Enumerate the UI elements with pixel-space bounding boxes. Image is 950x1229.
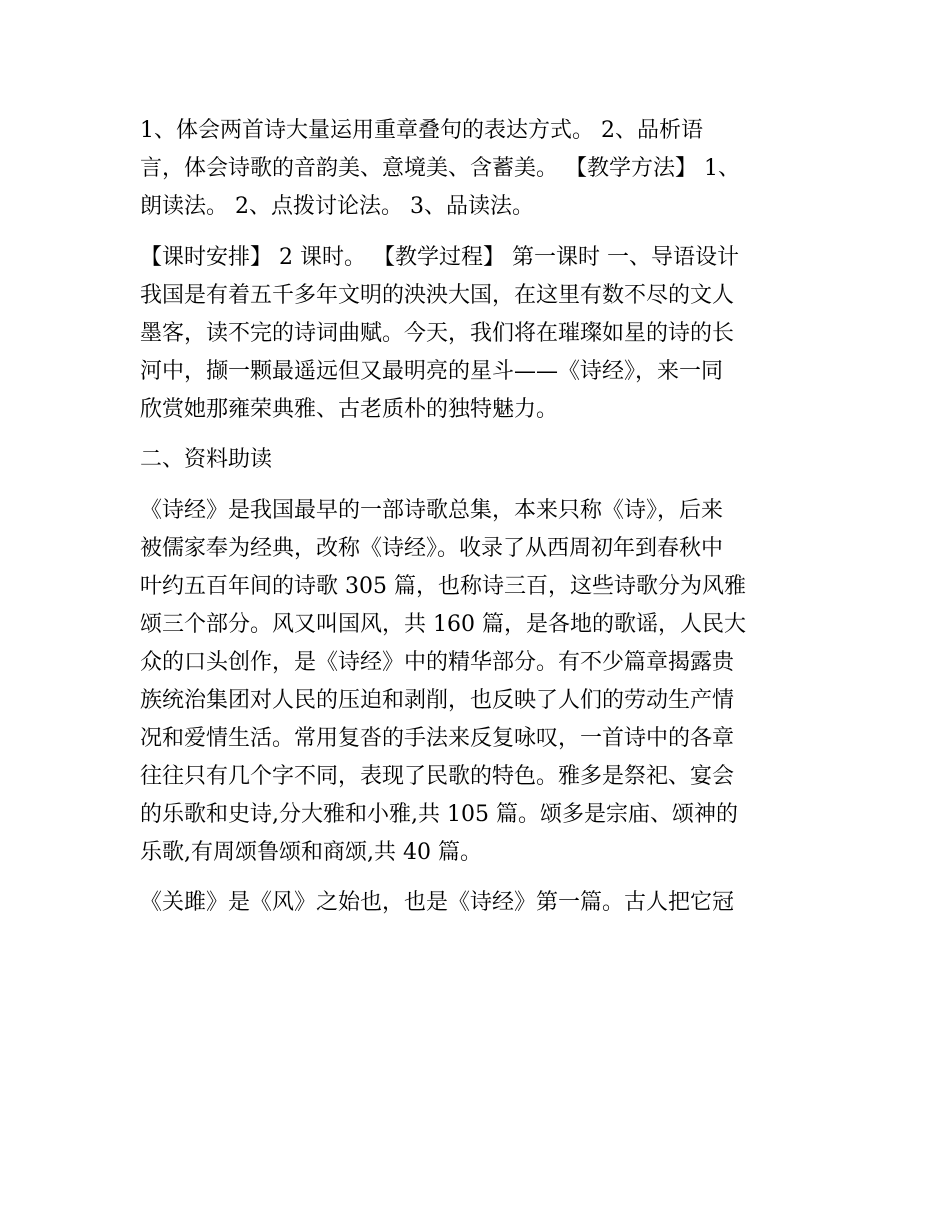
text-line: 二、资料助读 [140, 447, 273, 472]
paragraph-shijing-background [140, 492, 820, 872]
text-line: 《诗经》是我国最早的一部诗歌总集，本来只称《诗》，后来 [140, 497, 724, 523]
text-line: 众的口头创作，是《诗经》中的精华部分。有不少篇章揭露贵 [140, 649, 735, 675]
text-line: 1、体会两首诗大量运用重章叠句的表达方式。 2、品析语 [140, 118, 703, 143]
text-line: 颂三个部分。风又叫国风，共 160 篇，是各地的歌谣，人民大 [140, 611, 746, 637]
text-line: 欣赏她那雍荣典雅、古老质朴的独特魅力。 [140, 396, 559, 422]
text-line: 的乐歌和史诗,分大雅和小雅,共 105 篇。颂多是宗庙、颂神的 [140, 801, 738, 827]
paragraph-objectives [140, 112, 820, 226]
text-line: 我国是有着五千多年文明的泱泱大国，在这里有数不尽的文人 [140, 282, 735, 308]
text-line: 乐歌,有周颂鲁颂和商颂,共 40 篇。 [140, 839, 482, 865]
section-heading [140, 441, 820, 479]
text-line: 墨客，读不完的诗词曲赋。今天，我们将在璀璨如星的诗的长 [140, 320, 735, 346]
paragraph-schedule-intro [140, 239, 820, 429]
text-line: 朗读法。 2、点拨讨论法。 3、品读法。 [140, 194, 534, 219]
paragraph-guanju [140, 884, 820, 922]
text-line: 河中，撷一颗最遥远但又最明亮的星斗——《诗经》，来一同 [140, 358, 724, 384]
document-page [140, 112, 820, 935]
text-line: 往往只有几个字不同，表现了民歌的特色。雅多是祭祀、宴会 [140, 763, 735, 789]
text-line: 言，体会诗歌的音韵美、意境美、含蓄美。 【教学方法】 1、 [140, 156, 740, 181]
text-line: 被儒家奉为经典，改称《诗经》。收录了从西周初年到春秋中 [140, 535, 724, 561]
text-line: 叶约五百年间的诗歌 305 篇，也称诗三百，这些诗歌分为风雅 [140, 573, 746, 599]
text-line: 况和爱情生活。常用复沓的手法来反复咏叹，一首诗中的各章 [140, 725, 735, 751]
text-line: 《关雎》是《风》之始也，也是《诗经》第一篇。古人把它冠 [140, 890, 735, 915]
text-line: 【课时安排】 2 课时。 【教学过程】 第一课时 一、导语设计 [140, 244, 739, 270]
text-line: 族统治集团对人民的压迫和剥削，也反映了人们的劳动生产情 [140, 687, 735, 713]
